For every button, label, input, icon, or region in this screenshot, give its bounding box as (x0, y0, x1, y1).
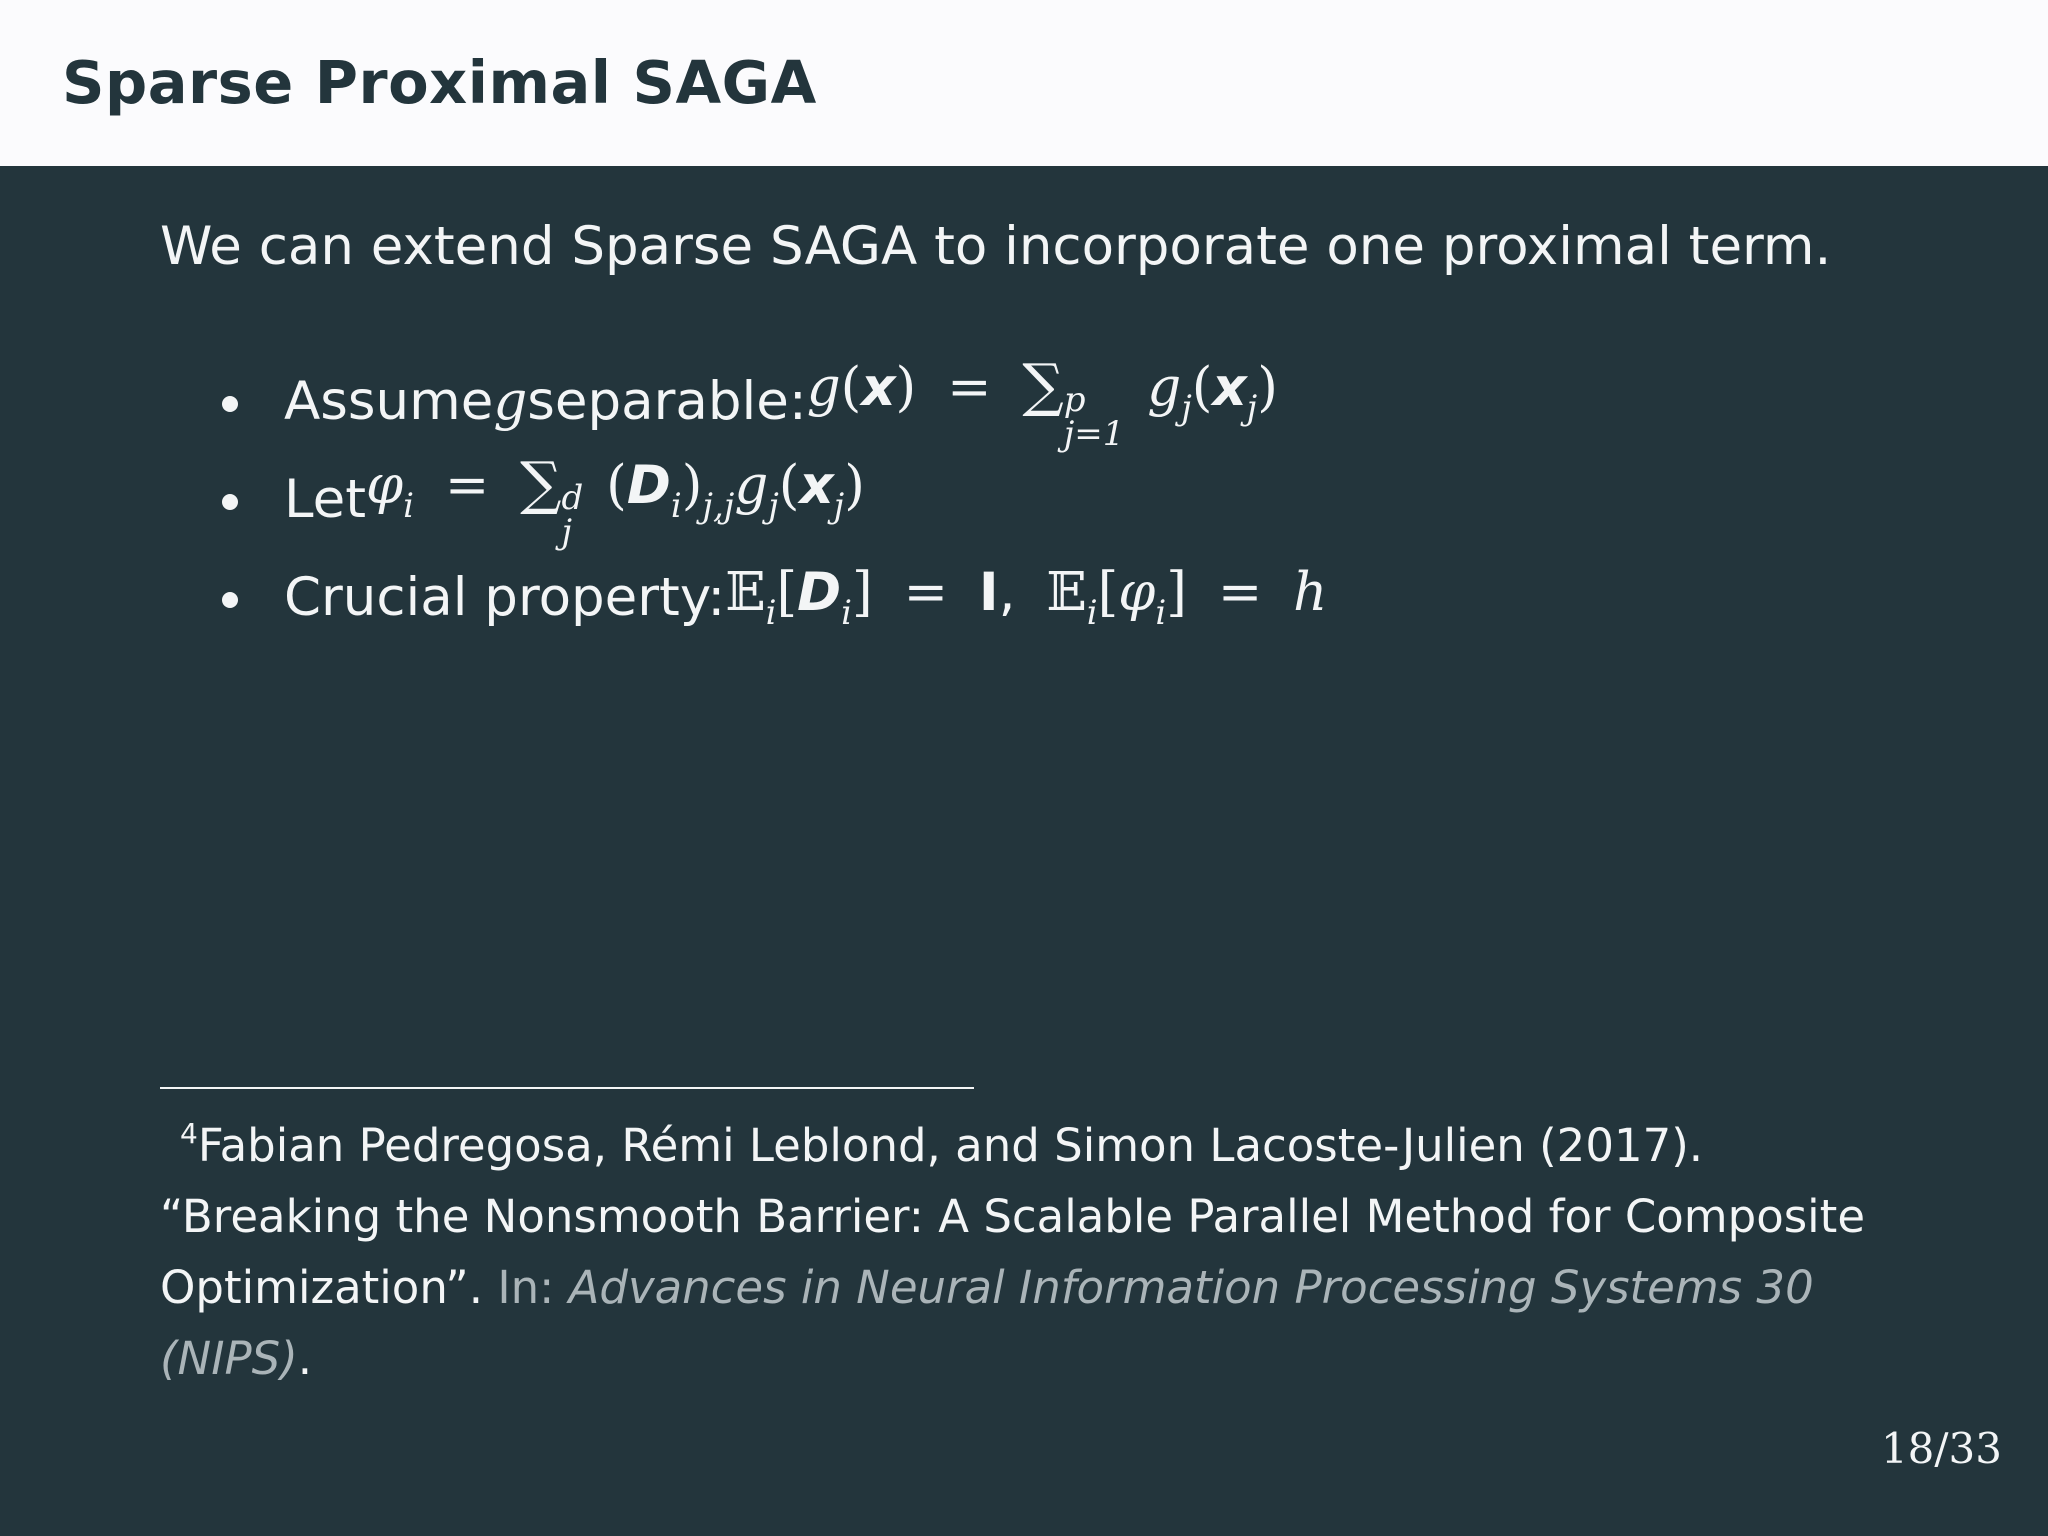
math-g: g (493, 370, 528, 432)
bullet-list (222, 352, 1327, 646)
bullet-text: Assume (284, 370, 494, 432)
bullet-item-separable (222, 351, 1327, 454)
bullet-text: Let (284, 468, 366, 530)
footnote-title-2: Optimization”. (160, 1261, 498, 1314)
formula-separable: g(x) = ∑ p j=1 $g_j(x_j)$ (806, 351, 1278, 454)
footnote-title-1: “Breaking the Nonsmooth Barrier: A Scalable Parallel Method for Composite (160, 1190, 1866, 1243)
bullet-item-let-phi (222, 449, 1327, 552)
footnote-venue-2: (NIPS) (160, 1332, 298, 1385)
bullet-dot-icon (222, 494, 238, 510)
footnote-in-label: In: (497, 1261, 569, 1314)
bullet-item-crucial-property (222, 548, 1327, 646)
footnote-end: . (297, 1332, 313, 1385)
bullet-dot-icon (222, 592, 238, 608)
slide-title: Sparse Proximal SAGA (62, 48, 817, 117)
page-number: 18/33 (1880, 1424, 2002, 1473)
footnote-authors: Fabian Pedregosa, Rémi Leblond, and Simon Lacoste-Julien (2017). (197, 1119, 1704, 1172)
bullet-text: Crucial property: (284, 566, 726, 628)
slide-header (0, 0, 2048, 166)
footnote-divider (160, 1087, 974, 1089)
sum-symbol: ∑ (1022, 351, 1064, 419)
bullet-dot-icon (222, 396, 238, 412)
bullet-text: separable: (527, 370, 807, 432)
sum-symbol: ∑ (520, 449, 562, 517)
sum-limits: p j=1 (1063, 380, 1125, 454)
sum-limits: d j (561, 478, 584, 552)
formula-phi: $\varphi_i$ = ∑ d j $(D_i)_{j,j}g_j(x_j)$ (365, 449, 865, 552)
footnote-mark: 4 (180, 1117, 198, 1150)
intro-text: We can extend Sparse SAGA to incorporate one proximal term. (160, 216, 1832, 277)
formula-expectation: $𝔼_i[D_i] = I$, $𝔼_i[\varphi_i] = h$ (725, 561, 1328, 633)
footnote (160, 1098, 1880, 1394)
footnote-venue-1: Advances in Neural Information Processing Systems 30 (568, 1261, 1814, 1314)
